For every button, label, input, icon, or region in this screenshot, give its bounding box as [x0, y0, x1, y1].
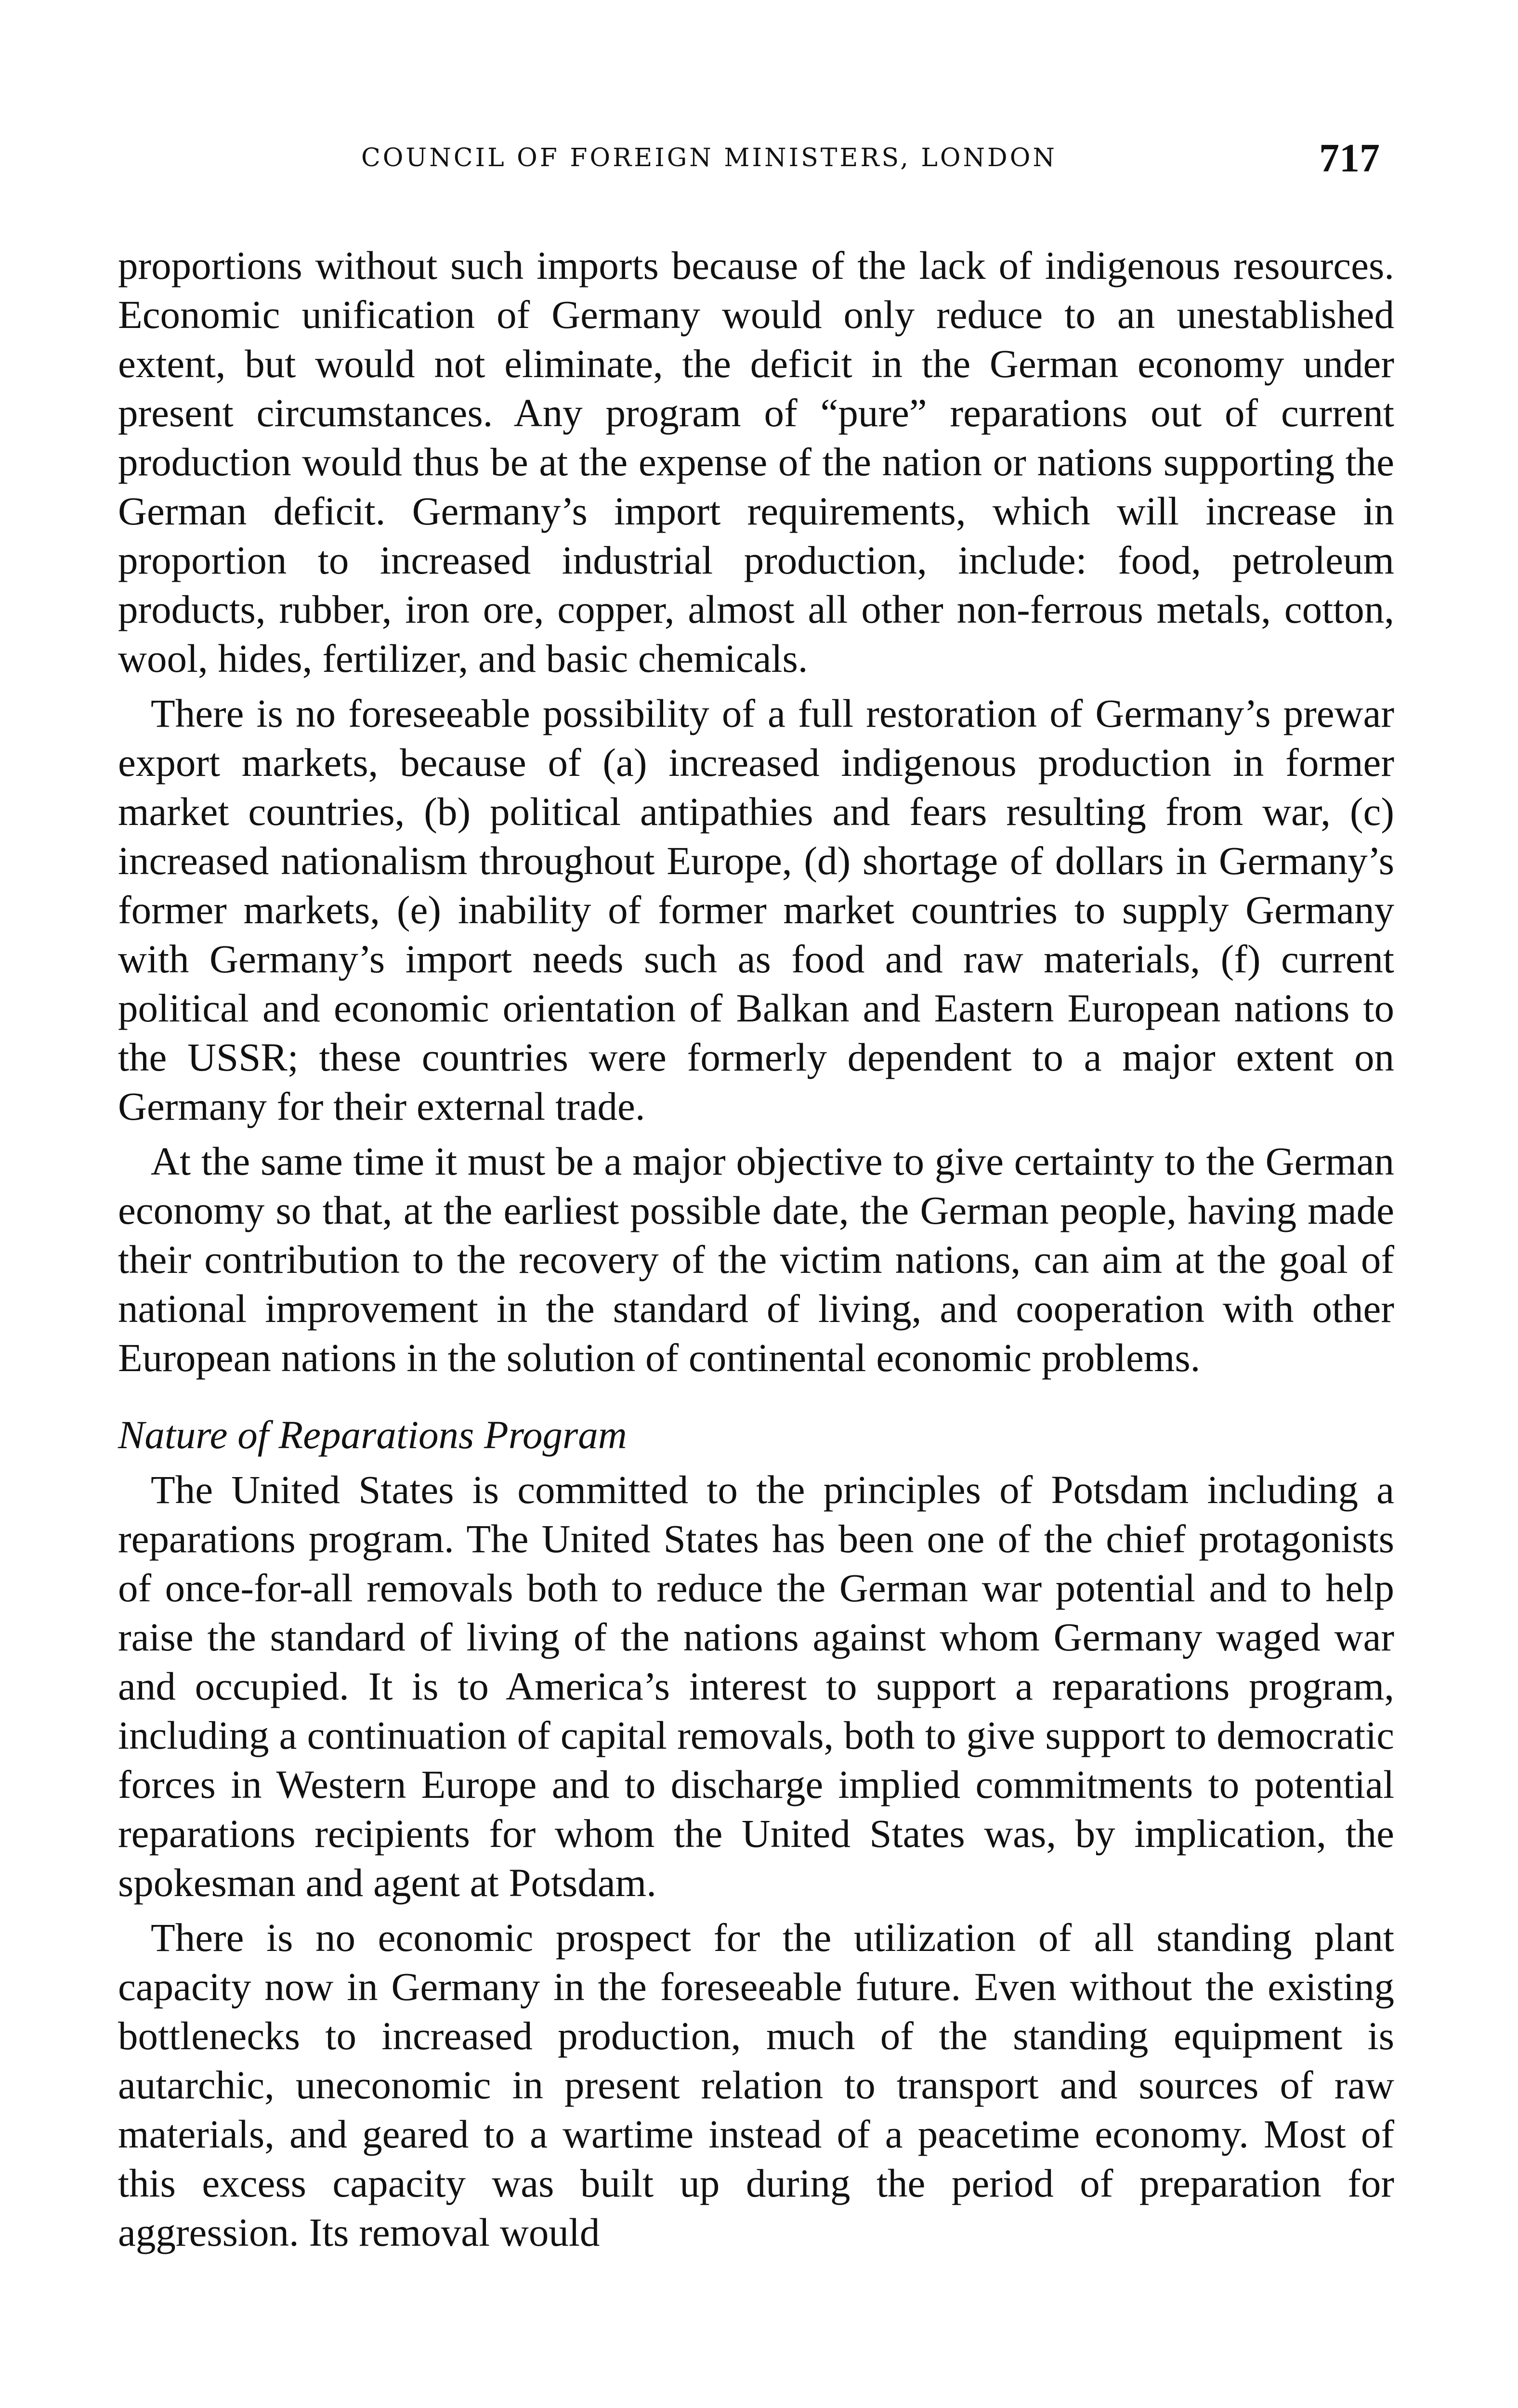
paragraph-plant-capacity: There is no economic prospect for the utilization of all standing plant capacity now in Germany in the foreseeable future. Even without the existing bottlenecks to increased production, much of the standing equipment is autarchic, uneconomic in present relation to transport and sources of raw materials, and geared to a wartime instead of a peacetime economy. Most of this excess capacity was built up during the period of preparation for aggression. Its removal would	[118, 1915, 1394, 2254]
paragraph-export-markets: There is no foreseeable possibility of a full restoration of Germany’s prewar export markets, because of (a) increased indigenous production in former market countries, (b) political antipathies and fears resulting from war, (c) increased nationalism throughout Europe, (d) shortage of dollars in Germany’s former markets, (e) inability of former market countries to supply Germany with Germany’s import needs such as food and raw materials, (f) current political and economic orientation of Balkan and Eastern European nations to the USSR; these countries were formerly dependent to a major extent on Germany for their external trade.	[118, 691, 1394, 1128]
document-page	[118, 130, 1394, 2257]
paragraph-potsdam-commitment: The United States is committed to the principles of Potsdam including a reparations program. The United States has been one of the chief protagonists of once-for-all removals both to reduce the German war potential and to help raise the standard of living of the nations against whom Germany waged war and occupied. It is to America’s interest to support a reparations program, including a continuation of capital removals, both to give support to democratic forces in Western Europe and to discharge implied commitments to potential reparations recipients for whom the United States was, by implication, the spokesman and agent at Potsdam.	[118, 1467, 1394, 1905]
body-text	[118, 241, 1394, 2257]
section-heading: Nature of Reparations Program	[118, 1413, 627, 1457]
page-number: 717	[1319, 136, 1380, 181]
running-title: COUNCIL OF FOREIGN MINISTERS, LONDON	[361, 144, 1057, 172]
paragraph-continuation: proportions without such imports because of the lack of indigenous resources. Economic unification of Germany would only reduce to an unestablished extent, but would not eliminate, the deficit in the German economy under present circumstances. Any program of “pure” reparations out of current production would thus be at the expense of the nation or nations supporting the German deficit. Germany’s import requirements, which will increase in proportion to increased industrial production, include: food, petroleum products, rubber, iron ore, copper, almost all other non-ferrous metals, cotton, wool, hides, fertilizer, and basic chemicals.	[118, 243, 1394, 681]
paragraph-economic-certainty: At the same time it must be a major objective to give certainty to the German economy so that, at the earliest possible date, the German people, having made their contribution to the recovery of the victim nations, can aim at the goal of national improvement in the standard of living, and cooperation with other European nations in the solution of continental economic problems.	[118, 1139, 1394, 1380]
running-header	[118, 130, 1394, 183]
